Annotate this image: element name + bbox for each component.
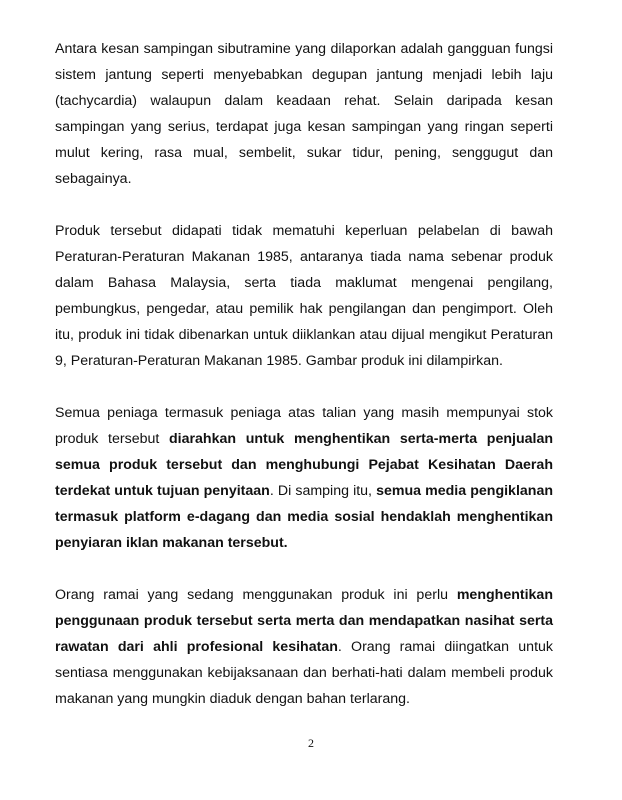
paragraph-text: . Orang ramai diingatkan untuk sentiasa menggunakan kebijaksanaan dan berhati-hati dalam membeli produk makanan yang mungkin diaduk dengan bahan terlarang. [55,639,553,707]
document-body [55,36,553,712]
paragraph-text: Produk tersebut didapati tidak mematuhi keperluan pelabelan di bawah Peraturan-Peraturan Makanan 1985, antaranya tiada nama sebenar produk dalam Bahasa Malaysia, serta tiada maklumat mengenai pengilang, pembungkus, pengedar, atau pemilik hak pengilangan dan pengimport. Oleh itu, produk ini tidak dibenarkan untuk diiklankan atau dijual mengikut Peraturan 9, Peraturan-Peraturan Makanan 1985. Gambar produk ini dilampirkan. [55,223,553,369]
bold-instruction: menghentikan penggunaan produk tersebut serta merta dan mendapatkan nasihat serta rawatan dari ahli profesional kesihatan [55,587,553,655]
paragraph-public-advice [55,582,553,712]
paragraph-text: Antara kesan sampingan sibutramine yang dilaporkan adalah gangguan fungsi sistem jantung seperti menyebabkan degupan jantung menjadi lebih laju (tachycardia) walaupun dalam keadaan rehat. Selain daripada kesan sampingan yang serius, terdapat juga kesan sampingan yang ringan seperti mulut kering, rasa mual, sembelit, sukar tidur, pening, senggugut dan sebagainya. [55,41,553,187]
paragraph-text: . Di samping itu, [269,483,377,499]
paragraph-traders-instruction [55,400,553,556]
paragraph-text: Semua peniaga termasuk peniaga atas talian yang masih mempunyai stok produk tersebut [55,405,553,447]
bold-instruction: diarahkan untuk menghentikan serta-merta penjualan semua produk tersebut dan menghubungi Pejabat Kesihatan Daerah terdekat untuk tujuan penyitaan [55,431,553,499]
paragraph-side-effects [55,36,553,192]
paragraph-text: Orang ramai yang sedang menggunakan produk ini perlu [55,587,457,603]
bold-instruction: semua media pengiklanan termasuk platform e-dagang dan media sosial hendaklah menghentikan penyiaran iklan makanan tersebut. [55,483,553,551]
paragraph-labelling [55,218,553,374]
page-number: 2 [308,736,314,750]
